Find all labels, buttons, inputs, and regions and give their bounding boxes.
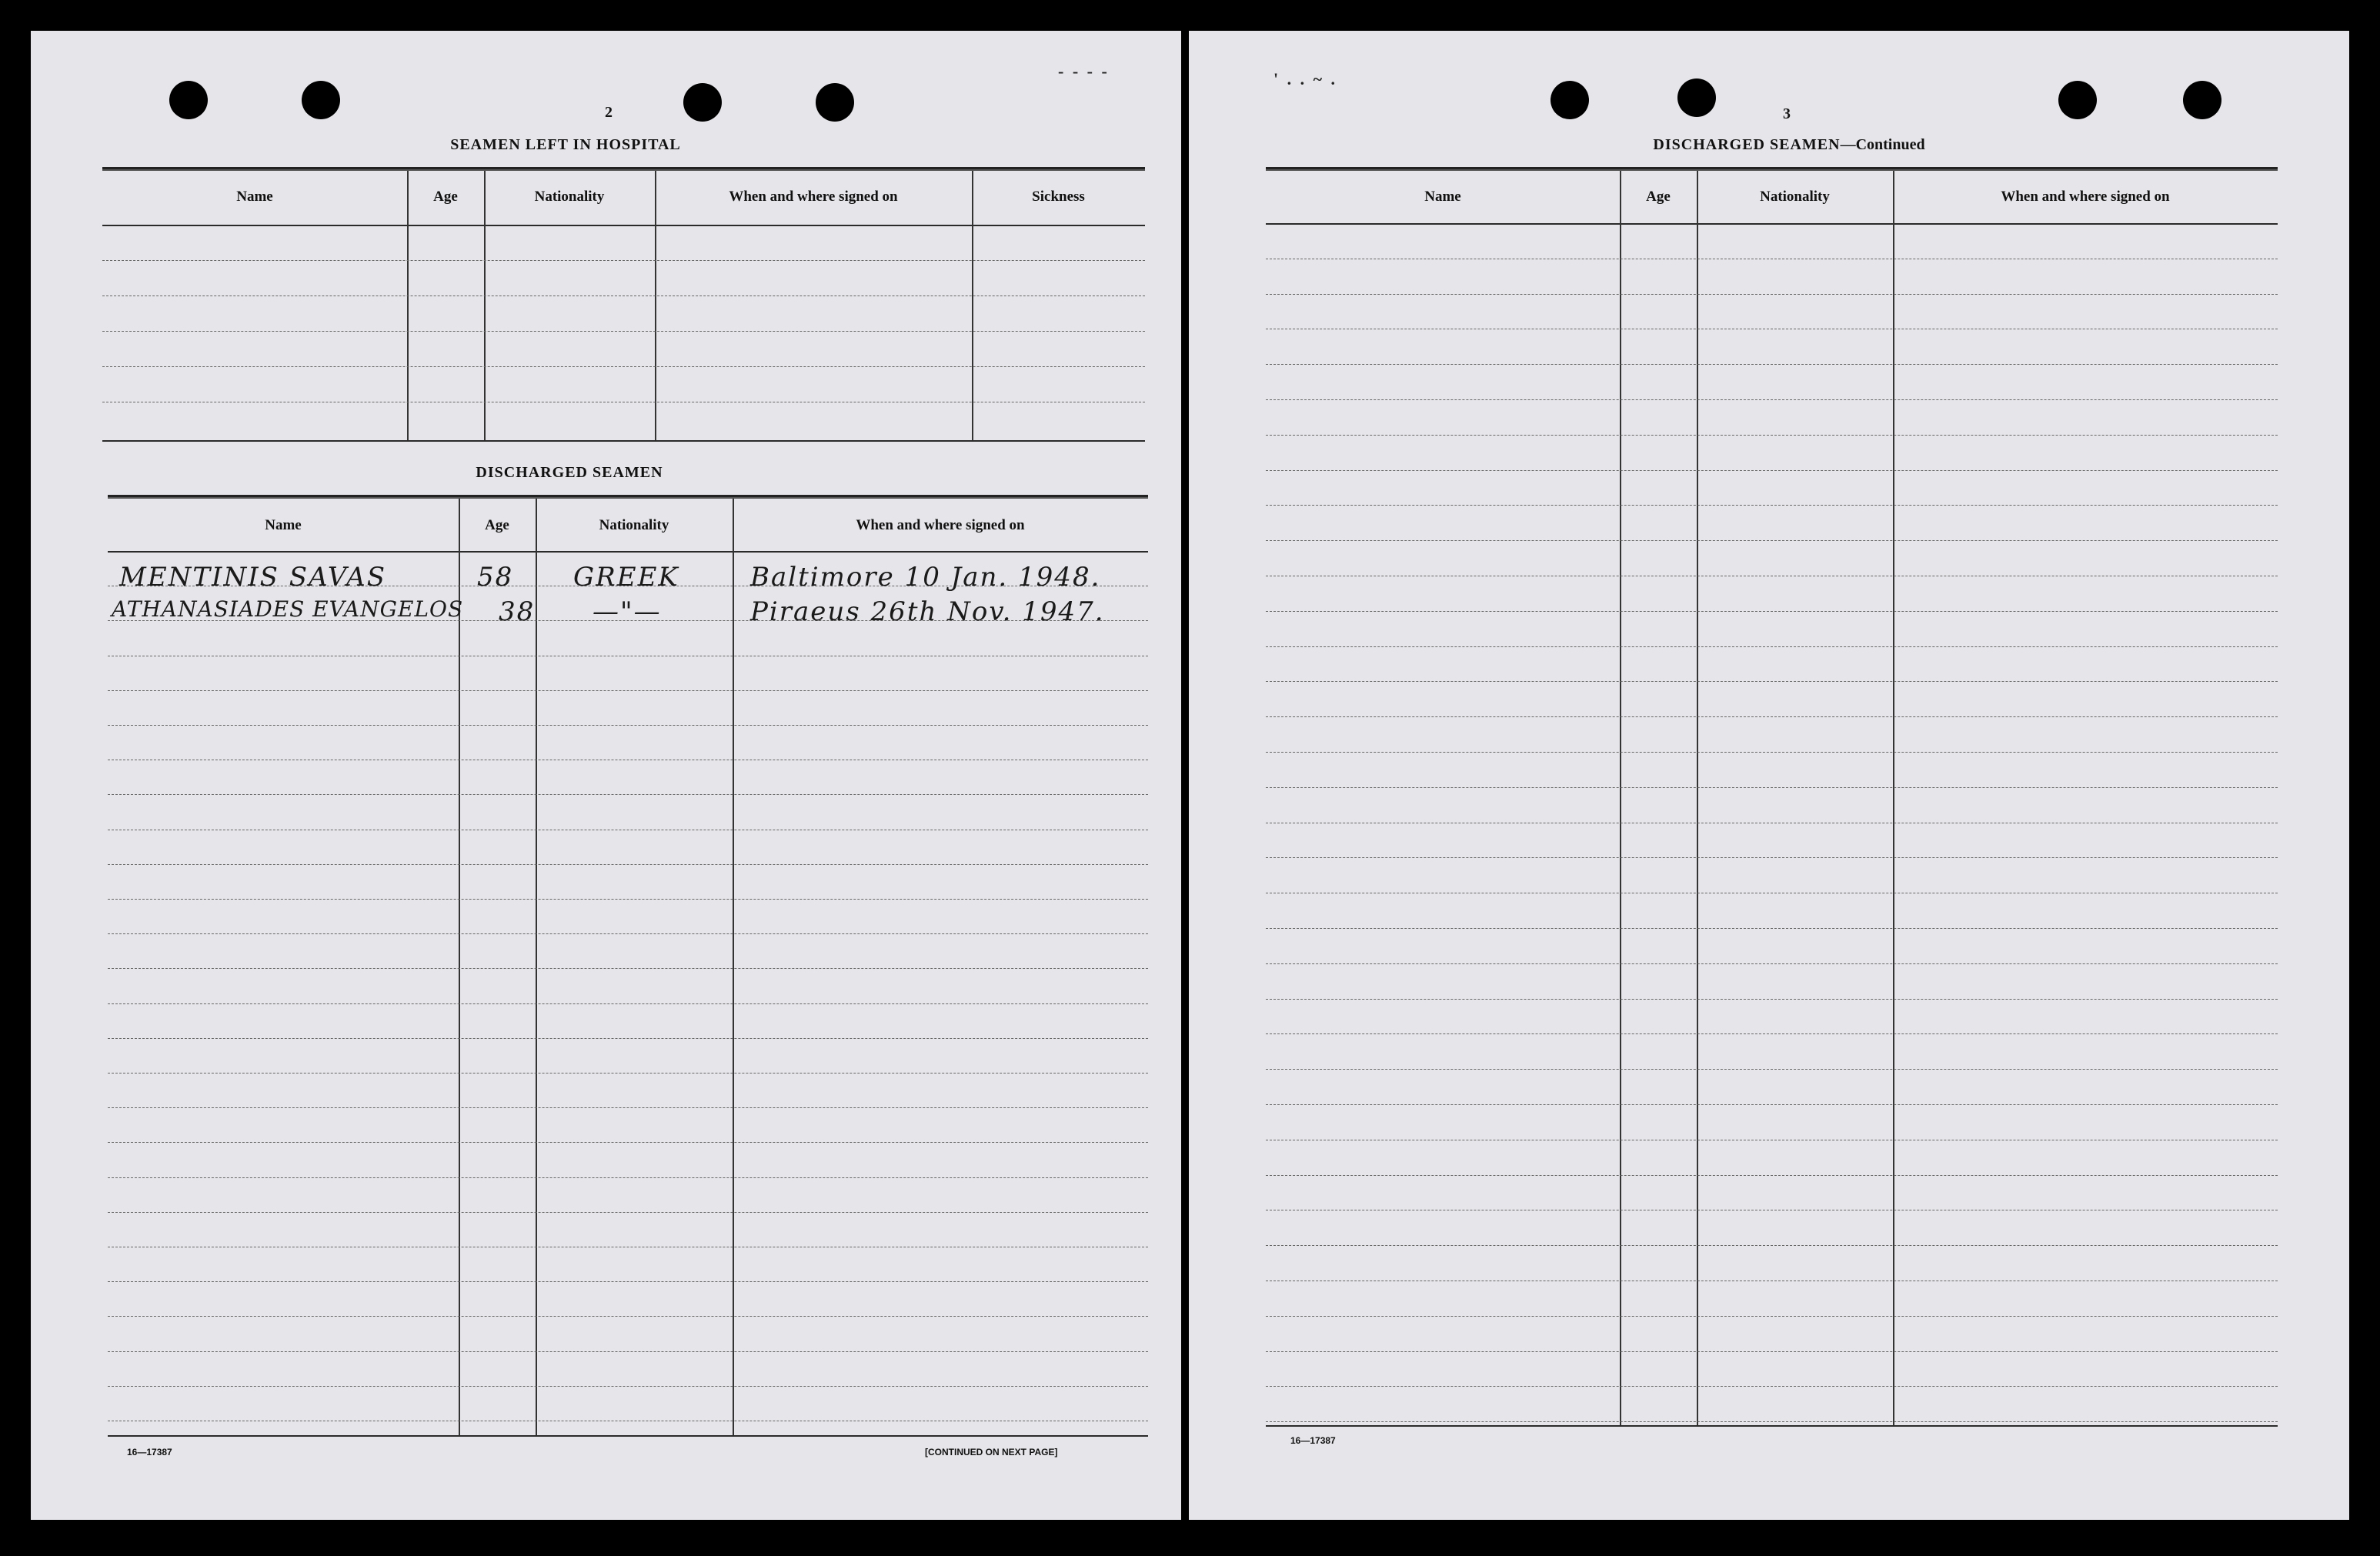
title-text: DISCHARGED SEAMEN bbox=[1653, 136, 1841, 153]
header-rule bbox=[1266, 167, 2278, 171]
row-line bbox=[1266, 294, 2278, 295]
row-line bbox=[108, 864, 1148, 865]
row-line bbox=[1266, 999, 2278, 1000]
table-cell-name: ATHANASIADES EVANGELOS bbox=[112, 596, 464, 622]
row-line bbox=[108, 933, 1148, 934]
row-line bbox=[1266, 787, 2278, 788]
row-line bbox=[1266, 681, 2278, 682]
scribble-mark: ' . . ~ . bbox=[1273, 69, 1338, 88]
punch-hole bbox=[816, 83, 854, 122]
row-line bbox=[1266, 540, 2278, 541]
table-bottom-line bbox=[102, 440, 1145, 442]
row-line bbox=[1266, 1421, 2278, 1422]
punch-hole bbox=[302, 81, 340, 119]
header-bottom-line bbox=[102, 225, 1145, 226]
row-line bbox=[108, 690, 1148, 691]
row-line bbox=[1266, 1033, 2278, 1034]
col-header-nationality: Nationality bbox=[1760, 189, 1830, 205]
row-line bbox=[1266, 716, 2278, 717]
row-line bbox=[108, 1003, 1148, 1004]
column-divider bbox=[733, 499, 734, 1435]
row-line bbox=[1266, 928, 2278, 929]
row-line bbox=[108, 1073, 1148, 1074]
row-line bbox=[102, 331, 1145, 332]
table-bottom-line bbox=[108, 1435, 1148, 1437]
table-cell-signed-on: Piraeus 26th Nov. 1947. bbox=[750, 596, 1105, 627]
row-line bbox=[1266, 364, 2278, 365]
col-header-nationality: Nationality bbox=[534, 189, 605, 205]
table-cell-name: MENTINIS SAVAS bbox=[119, 562, 387, 593]
table-cell-age: 38 bbox=[499, 596, 536, 627]
row-line bbox=[1266, 1069, 2278, 1070]
header-rule bbox=[102, 167, 1145, 171]
table-bottom-line bbox=[1266, 1425, 2278, 1427]
left-page bbox=[31, 31, 1181, 1520]
row-line bbox=[1266, 435, 2278, 436]
punch-hole bbox=[683, 83, 722, 122]
col-header-signed-on: When and where signed on bbox=[856, 517, 1025, 533]
col-header-name: Name bbox=[265, 517, 302, 533]
punch-hole bbox=[169, 81, 208, 119]
row-line bbox=[108, 725, 1148, 726]
column-divider bbox=[407, 171, 409, 440]
punch-hole bbox=[2058, 81, 2097, 119]
header-bottom-line bbox=[108, 551, 1148, 553]
continued-note: [CONTINUED ON NEXT PAGE] bbox=[925, 1447, 1058, 1457]
row-line bbox=[108, 794, 1148, 795]
row-line bbox=[108, 1281, 1148, 1282]
discharged-section-title: DISCHARGED SEAMEN bbox=[476, 464, 663, 481]
row-line bbox=[1266, 1316, 2278, 1317]
column-divider bbox=[1620, 171, 1621, 1425]
punch-hole bbox=[1551, 81, 1589, 119]
row-line bbox=[1266, 611, 2278, 612]
row-line bbox=[108, 1316, 1148, 1317]
col-header-nationality: Nationality bbox=[599, 517, 669, 533]
col-header-age: Age bbox=[485, 517, 509, 533]
col-header-age: Age bbox=[433, 189, 458, 205]
title-suffix: —Continued bbox=[1840, 136, 1925, 153]
page-number: 3 bbox=[1783, 105, 1791, 122]
row-line bbox=[102, 260, 1145, 261]
row-line bbox=[1266, 1175, 2278, 1176]
row-line bbox=[1266, 1245, 2278, 1246]
column-divider bbox=[1893, 171, 1894, 1425]
row-line bbox=[1266, 505, 2278, 506]
row-line bbox=[108, 1038, 1148, 1039]
row-line bbox=[108, 968, 1148, 969]
col-header-name: Name bbox=[1424, 189, 1461, 205]
row-line bbox=[108, 899, 1148, 900]
column-divider bbox=[1697, 171, 1698, 1425]
form-number: 16—17387 bbox=[1290, 1435, 1336, 1446]
page-number: 2 bbox=[605, 104, 613, 121]
column-divider bbox=[536, 499, 537, 1435]
row-line bbox=[108, 1386, 1148, 1387]
row-line bbox=[108, 1107, 1148, 1108]
col-header-age: Age bbox=[1646, 189, 1671, 205]
row-line bbox=[1266, 857, 2278, 858]
right-page bbox=[1189, 31, 2349, 1520]
punch-hole bbox=[1677, 78, 1716, 117]
row-line bbox=[108, 1351, 1148, 1352]
table-cell-nationality: GREEK bbox=[573, 562, 679, 593]
row-line bbox=[1266, 646, 2278, 647]
row-line bbox=[108, 1212, 1148, 1213]
col-header-signed-on: When and where signed on bbox=[729, 189, 898, 205]
row-line bbox=[1266, 1104, 2278, 1105]
col-header-signed-on: When and where signed on bbox=[2001, 189, 2170, 205]
row-line bbox=[1266, 1351, 2278, 1352]
column-divider bbox=[655, 171, 656, 440]
header-bottom-line bbox=[1266, 223, 2278, 225]
col-header-name: Name bbox=[236, 189, 273, 205]
column-divider bbox=[972, 171, 973, 440]
header-rule bbox=[108, 495, 1148, 499]
table-cell-signed-on: Baltimore 10 Jan. 1948. bbox=[750, 562, 1101, 593]
row-line bbox=[1266, 1386, 2278, 1387]
column-divider bbox=[484, 171, 486, 440]
row-line bbox=[1266, 470, 2278, 471]
row-line bbox=[1266, 752, 2278, 753]
punch-hole bbox=[2183, 81, 2221, 119]
column-divider bbox=[459, 499, 460, 1435]
row-line bbox=[1266, 399, 2278, 400]
form-number: 16—17387 bbox=[127, 1447, 172, 1457]
row-line bbox=[108, 1177, 1148, 1178]
table-cell-nationality: —"— bbox=[592, 596, 662, 627]
col-header-sickness: Sickness bbox=[1032, 189, 1085, 205]
row-line bbox=[1266, 963, 2278, 964]
hospital-section-title: SEAMEN LEFT IN HOSPITAL bbox=[450, 136, 681, 153]
row-line bbox=[108, 1142, 1148, 1143]
discharged-continued-title bbox=[1581, 136, 1997, 154]
row-line bbox=[102, 366, 1145, 367]
scribble-mark: - - - - bbox=[1058, 62, 1110, 81]
table-cell-age: 58 bbox=[477, 562, 514, 593]
